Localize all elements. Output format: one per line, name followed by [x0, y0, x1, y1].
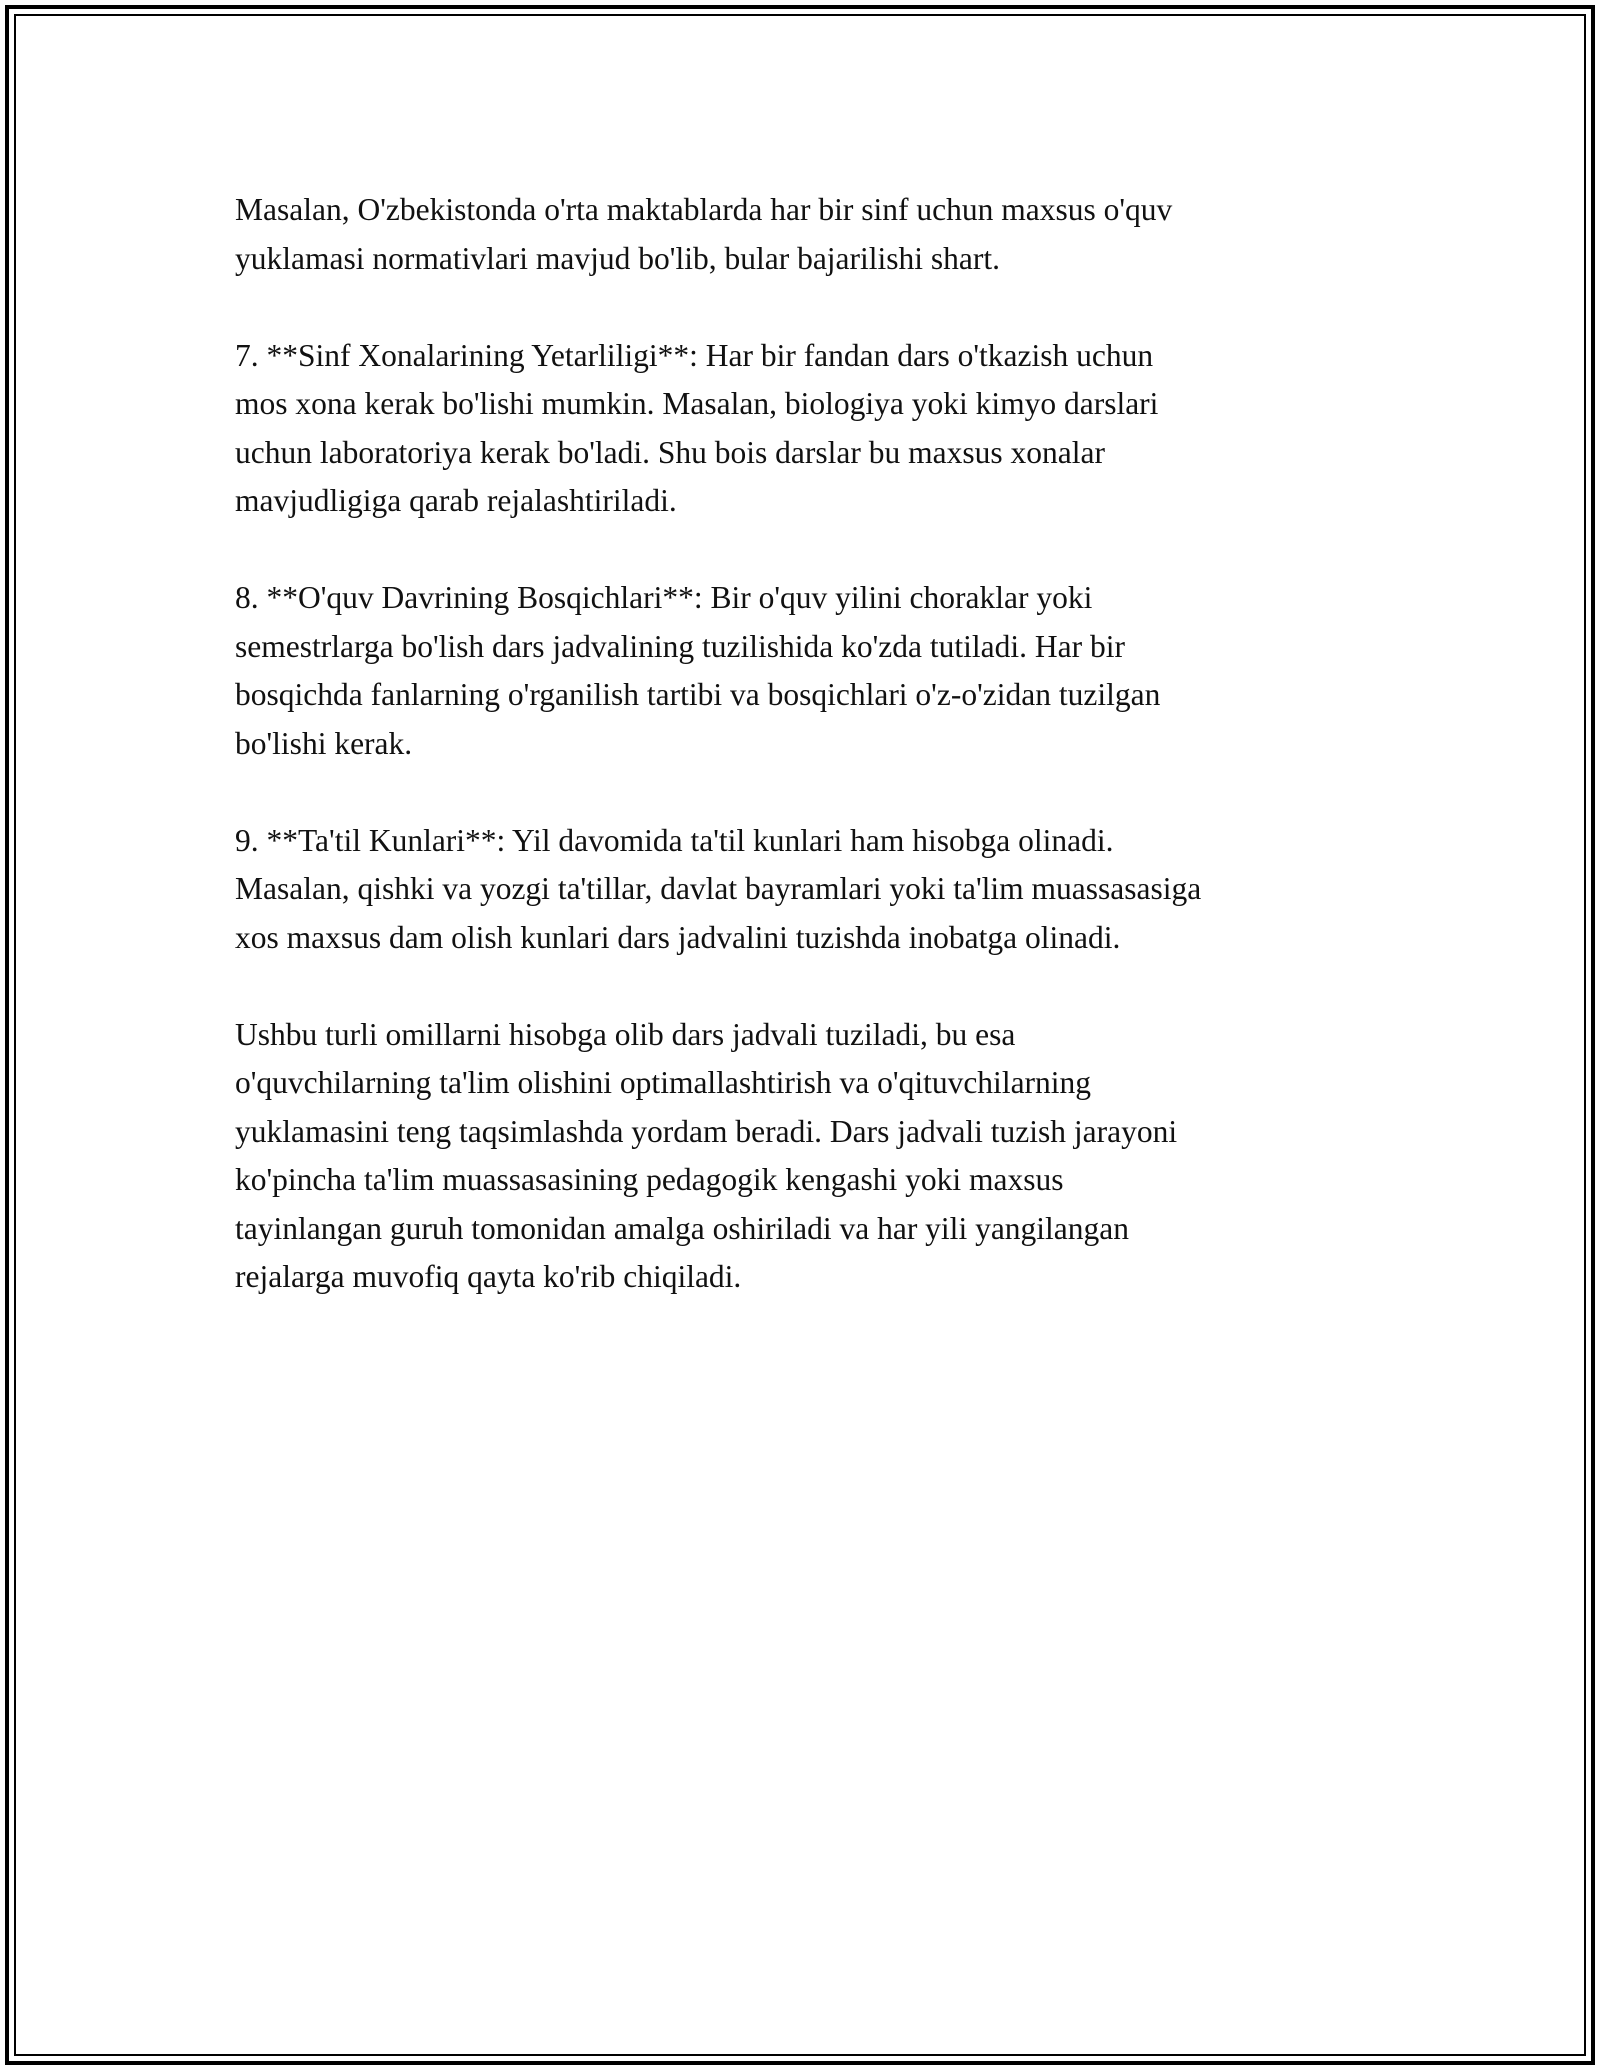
paragraph-conclusion: Ushbu turli omillarni hisobga olib dars jadvali tuziladi, bu esa o'quvchilarning ta'lim olishini optimallashtirish va o'qituvchilarning yuklamasini teng taqsimlashda yordam beradi. Dars jadvali tuzish jarayoni ko'pincha ta'lim muassasasining pedagogik kengashi yoki maxsus tayinlangan guruh tomonidan amalga oshiriladi va har yili yangilangan rejalarga muvofiq qayta ko'rib chiqiladi.: [235, 1016, 1178, 1294]
document-body: [235, 186, 1375, 1350]
paragraph-intro: Masalan, O'zbekistonda o'rta maktablarda har bir sinf uchun maxsus o'quv yuklamasi normativlari mavjud bo'lib, bular bajarilishi shart.: [235, 192, 1173, 276]
paragraph-item-9: 9. **Ta'til Kunlari**: Yil davomida ta'til kunlari ham hisobga olinadi. Masalan, qishki va yozgi ta'tillar, davlat bayramlari yoki ta'lim muassasasiga xos maxsus dam olish kunlari dars jadvalini tuzishda inobatga olinadi.: [235, 822, 1202, 955]
paragraph-item-7: 7. **Sinf Xonalarining Yetarliligi**: Har bir fandan dars o'tkazish uchun mos xona kerak bo'lishi mumkin. Masalan, biologiya yoki kimyo darslari uchun laboratoriya kerak bo'ladi. Shu bois darslar bu maxsus xonalar mavjudligiga qarab rejalashtiriladi.: [235, 337, 1159, 518]
paragraph-item-8: 8. **O'quv Davrining Bosqichlari**: Bir o'quv yilini choraklar yoki semestrlarga bo'lish dars jadvalining tuzilishida ko'zda tutiladi. Har bir bosqichda fanlarning o'rganilish tartibi va bosqichlari o'z-o'zidan tuzilgan bo'lishi kerak.: [235, 580, 1161, 761]
